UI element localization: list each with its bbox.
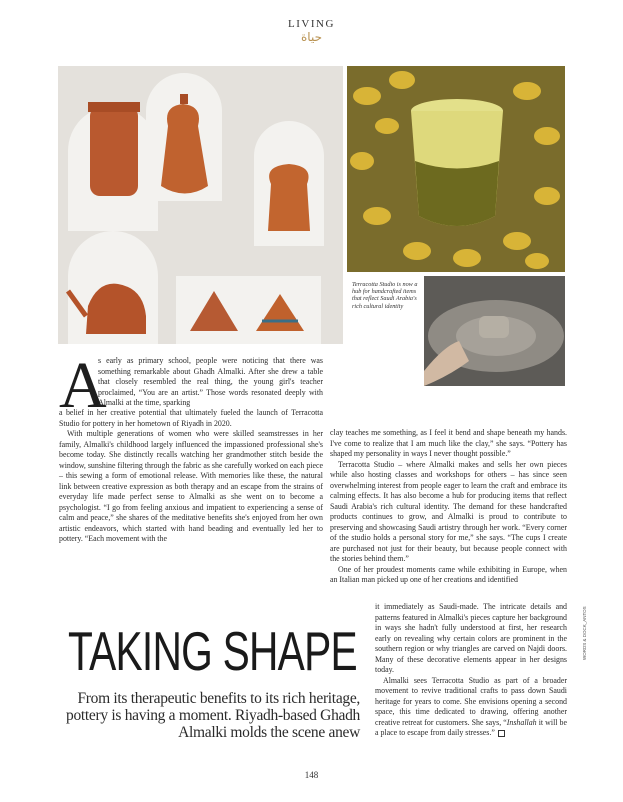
drop-cap: A [59, 349, 107, 422]
page-number: 148 [304, 770, 319, 780]
article-standfirst: From its therapeutic benefits to its rich heritage, pottery is having a moment. Riyadh-based Ghadh Almalki molds the scene anew [66, 690, 360, 741]
article-column-1-lead [98, 356, 323, 409]
photo-pottery-wheel [424, 276, 565, 386]
paragraph-4-lead: One of her proudest moments came while exhibiting in Europe, when an Italian man picked up one of her creations and identified [330, 564, 567, 584]
inshallah-italic: Inshallah [506, 717, 537, 727]
photo-pottery-niches [58, 66, 343, 344]
section-label: LIVING [288, 18, 335, 30]
article-column-2-narrow [375, 602, 567, 739]
end-mark [498, 730, 505, 737]
paragraph-4-rest: it immediately as Saudi-made. The intricate details and patterns featured in Almalki's pieces capture her background in ways she hadn't fully understood at first, her research early on revealing why certain colors are prominent in the southern region or why triangles are carved on Najdi doors. Many of these decorative elements appear in her designs today. [375, 602, 567, 674]
photo-cup-with-dates [347, 66, 565, 272]
paragraph-5: Almalki sees Terracotta Studio as part of a broader movement to revive traditional crafts to pass down Saudi heritage for years to come. She envisions opening a second space, this time dedicated to drawing, offering another creative retreat for customers. She says, “Inshallah it will be a place to escape from daily stresses.” [375, 675, 567, 737]
article-headline: TAKING SHAPE [68, 620, 357, 682]
paragraph-2: With multiple generations of women who were skilled seamstresses in her family, Almalki's childhood largely influenced the impassioned professional she's become today. She distinctly recalls watching her grandmother stitch beside the window, sunshine filtering through the fabric as she carefully worked on each piece – this sewing a form of emotional release. With memories like these, the natural link between creative expression as both therapy and an escape from the strains of everyday life made perfect sense to Almalki as she went on to become a psychologist. “I go from feeling anxious and impatient to experiencing a sense of calm and peace,” she shares of the meditative benefits she's enjoyed from her own artistic endeavors, which started with hand beading and eventually led her to pottery. “Each movement with the [59, 429, 323, 543]
photo-credit: WORDS & DOCK_ANTOS [582, 606, 587, 660]
paragraph-2-continued: clay teaches me something, as I feel it bend and shape beneath my hands. I've come to realize that I am much like the clay,” she says. “Pottery has shaped my personality in ways I never thought possible.” [330, 428, 567, 458]
paragraph-1-rest: a belief in her creative potential that ultimately fueled the launch of Terracotta Studio for pottery in her hometown of Riyadh in 2020. [59, 408, 323, 428]
paragraph-1-lead: s early as primary school, people were noticing that there was something remarkable about Ghadh Almalki. After she drew a table that closely resembled the real thing, the young girl's teacher proclaimed, “You are an artist.” Those words resonated deeply with Almalki at the time, sparking [98, 356, 323, 407]
article-column-2 [330, 428, 567, 586]
paragraph-3: Terracotta Studio – where Almalki makes and sells her own pieces while also hosting classes and workshops for others – has since seen overwhelming interest from people eager to learn the craft and embrace its calming effects. It has also become a hub for producing items that reflect Saudi Arabia's rich cultural identity. The demand for these handcrafted products continues to grow, and Almalki is proud to contribute to preserving and showcasing Saudi artistry through her work. “Every corner of the studio holds a personal story for me,” she says. “The cups I create are purchased not just for their beauty, but because people connect with the stories behind them.” [330, 459, 567, 563]
section-label-arabic: حياة [301, 30, 322, 44]
photo-caption: Terracotta Studio is now a hub for handcrafted items that reflect Saudi Arabia's rich cultural identity [352, 281, 418, 310]
article-column-1 [59, 408, 323, 545]
